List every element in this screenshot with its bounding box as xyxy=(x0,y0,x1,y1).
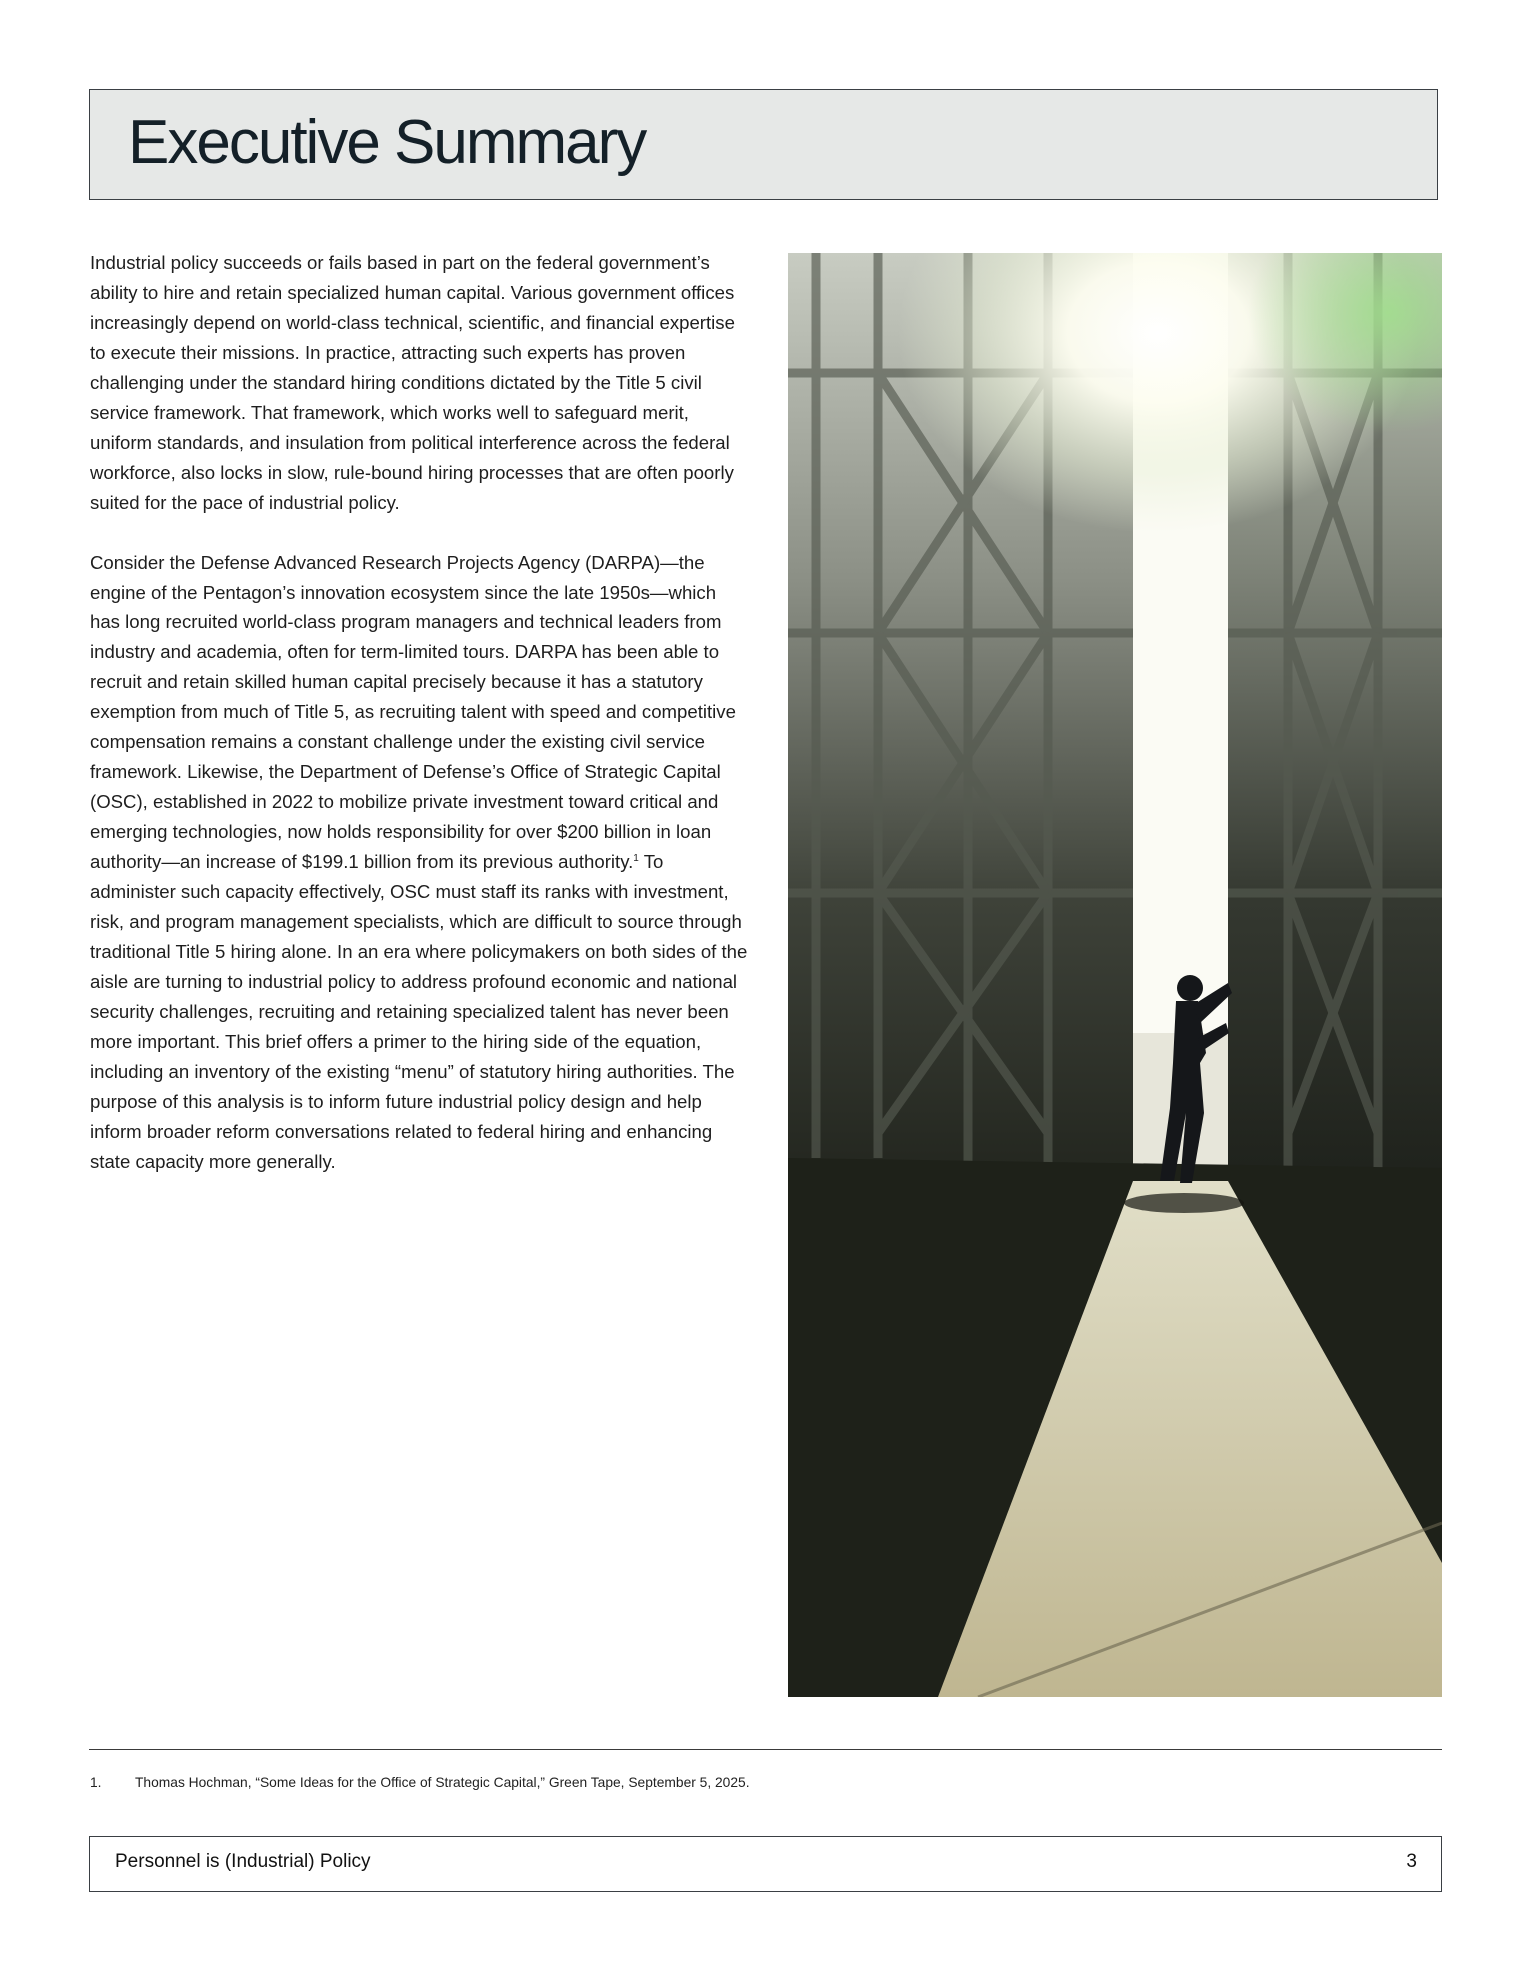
footer-title: Personnel is (Industrial) Policy xyxy=(115,1851,371,1872)
footnote-number: 1. xyxy=(90,1775,102,1790)
paragraph-1: Industrial policy succeeds or fails based in part on the federal government’s ability to hire and retain specialized human capital. Various government offices increasingly depend on world-class technical, scientific, and financial expertise to execute their missions. In practice, attracting such experts has proven challenging under the standard hiring conditions dictated by the Title 5 civil service framework. That framework, which works well to safeguard merit, uniform standards, and insulation from political interference across the federal workforce, also locks in slow, rule-bound hiring processes that are often poorly suited for the pace of industrial policy. xyxy=(90,252,735,513)
hangar-door-photo xyxy=(788,253,1442,1697)
paragraph-2-part-2: To administer such capacity effectively, OSC must staff its ranks with investment, risk, and program management specialists, which are difficult to source through traditional Title 5 hiring alone. In an era where policymakers on both sides of the aisle are turning to industrial policy to address profound economic and national security challenges, recruiting and retaining specialized talent has never been more important. This brief offers a primer to the hiring side of the equation, including an inventory of the existing “menu” of statutory hiring authorities. The purpose of this analysis is to inform future industrial policy design and help inform broader reform conversations related to federal hiring and enhancing state capacity more generally. xyxy=(90,851,748,1172)
page-number: 3 xyxy=(1406,1851,1417,1872)
body-text xyxy=(90,248,748,1207)
footnote-1 xyxy=(90,1772,750,1794)
footnote-divider xyxy=(89,1749,1442,1750)
paragraph-2 xyxy=(90,548,748,1177)
page-title: Executive Summary xyxy=(128,108,646,177)
footnote-reference[interactable]: 1 xyxy=(633,852,639,864)
hangar-door-illustration xyxy=(788,253,1442,1697)
paragraph-2-part-1: Consider the Defense Advanced Research Projects Agency (DARPA)—the engine of the Pentagon’s innovation ecosystem since the late 1950s—which has long recruited world-class program managers and technical leaders from industry and academia, often for term-limited tours. DARPA has been able to recruit and retain skilled human capital precisely because it has a statutory exemption from much of Title 5, as recruiting talent with speed and competitive compensation remains a constant challenge under the existing civil service framework. Likewise, the Department of Defense’s Office of Strategic Capital (OSC), established in 2022 to mobilize private investment toward critical and emerging technologies, now holds responsibility for over $200 billion in loan authority—an increase of $199.1 billion from its previous authority. xyxy=(90,551,736,873)
section-title-box xyxy=(89,89,1438,200)
page-footer xyxy=(89,1836,1442,1892)
footnote-text: Thomas Hochman, “Some Ideas for the Office of Strategic Capital,” Green Tape, September 5, 2025. xyxy=(135,1775,750,1790)
